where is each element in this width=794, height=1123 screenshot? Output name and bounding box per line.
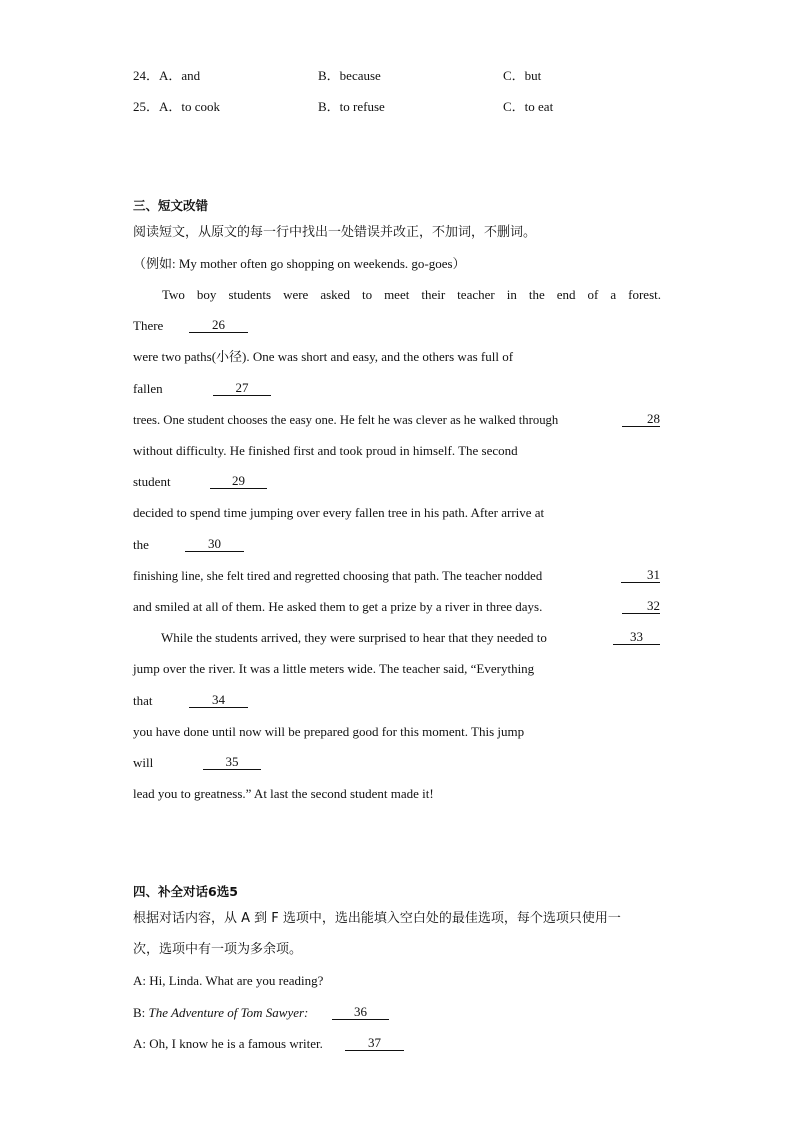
dialog-text: Oh, I know he is a famous writer. bbox=[149, 1036, 323, 1051]
q24-option-c: C．but bbox=[503, 68, 542, 83]
passage-line-5: trees. One student chooses the easy one. He felt he was clever as he walked through bbox=[133, 413, 559, 427]
passage-line-11: and smiled at all of them. He asked them to get a prize by a river in three days. bbox=[133, 599, 543, 614]
blank-33[interactable]: 33 bbox=[613, 629, 660, 645]
q24-option-a: 24．A．and bbox=[133, 68, 201, 83]
section4-heading: 四、补全对话6选5 bbox=[133, 884, 238, 899]
passage-line-12: While the students arrived, they were surprised to hear that they needed to bbox=[161, 630, 547, 645]
q24-option-b: B．because bbox=[318, 68, 381, 83]
dialog-text: Hi, Linda. What are you reading? bbox=[149, 973, 324, 988]
blank-36[interactable]: 36 bbox=[332, 1004, 389, 1020]
dialog-text-italic: The Adventure of Tom Sawyer: bbox=[148, 1005, 309, 1020]
section3-heading: 三、短文改错 bbox=[133, 198, 209, 213]
blank-32[interactable]: 32 bbox=[622, 598, 660, 614]
blank-31[interactable]: 31 bbox=[621, 567, 660, 583]
section3-instruction: 阅读短文，从原文的每一行中找出一处错误并改正，不加词，不删词。 bbox=[133, 225, 537, 240]
section3-example: （例如: My mother often go shopping on weekends. go-goes） bbox=[133, 256, 466, 271]
dialog-speaker: A: bbox=[133, 1036, 146, 1051]
dialog-speaker: A: bbox=[133, 973, 146, 988]
passage-line-2: There bbox=[133, 318, 164, 333]
blank-37[interactable]: 37 bbox=[345, 1035, 404, 1051]
blank-30[interactable]: 30 bbox=[185, 536, 244, 552]
q25-option-b: B．to refuse bbox=[318, 99, 385, 114]
blank-35[interactable]: 35 bbox=[203, 754, 261, 770]
passage-line-6: without difficulty. He finished first and took proud in himself. The second bbox=[133, 443, 518, 458]
passage-line-1: Two boy students were asked to meet their teacher in the end of a forest. bbox=[162, 287, 661, 302]
passage-line-16: will bbox=[133, 755, 154, 770]
passage-line-7: student bbox=[133, 474, 171, 489]
passage-line-8: decided to spend time jumping over every fallen tree in his path. After arrive at bbox=[133, 505, 545, 520]
passage-line-9: the bbox=[133, 537, 149, 552]
blank-34[interactable]: 34 bbox=[189, 692, 248, 708]
passage-line-15: you have done until now will be prepared good for this moment. This jump bbox=[133, 724, 525, 739]
q25-option-a: 25．A．to cook bbox=[133, 99, 221, 114]
blank-26[interactable]: 26 bbox=[189, 317, 248, 333]
passage-line-3: were two paths(小径). One was short and easy, and the others was full of bbox=[133, 349, 514, 364]
dialog-line-1 bbox=[133, 973, 323, 989]
passage-line-10: finishing line, she felt tired and regretted choosing that path. The teacher nodded bbox=[133, 569, 543, 583]
blank-29[interactable]: 29 bbox=[210, 473, 267, 489]
section4-instruction-2: 次，选项中有一项为多余项。 bbox=[133, 942, 303, 957]
blank-27[interactable]: 27 bbox=[213, 380, 271, 396]
section4-instruction-1: 根据对话内容，从 A 到 F 选项中，选出能填入空白处的最佳选项，每个选项只使用一 bbox=[133, 911, 621, 926]
dialog-line-3 bbox=[133, 1036, 323, 1052]
dialog-speaker: B: bbox=[133, 1005, 146, 1020]
passage-line-17: lead you to greatness.” At last the second student made it! bbox=[133, 786, 434, 801]
passage-line-13: jump over the river. It was a little meters wide. The teacher said, “Everything bbox=[133, 661, 535, 676]
passage-line-14: that bbox=[133, 693, 153, 708]
passage-line-4: fallen bbox=[133, 381, 163, 396]
q25-option-c: C．to eat bbox=[503, 99, 554, 114]
dialog-line-2 bbox=[133, 1005, 308, 1021]
blank-28[interactable]: 28 bbox=[622, 411, 660, 427]
